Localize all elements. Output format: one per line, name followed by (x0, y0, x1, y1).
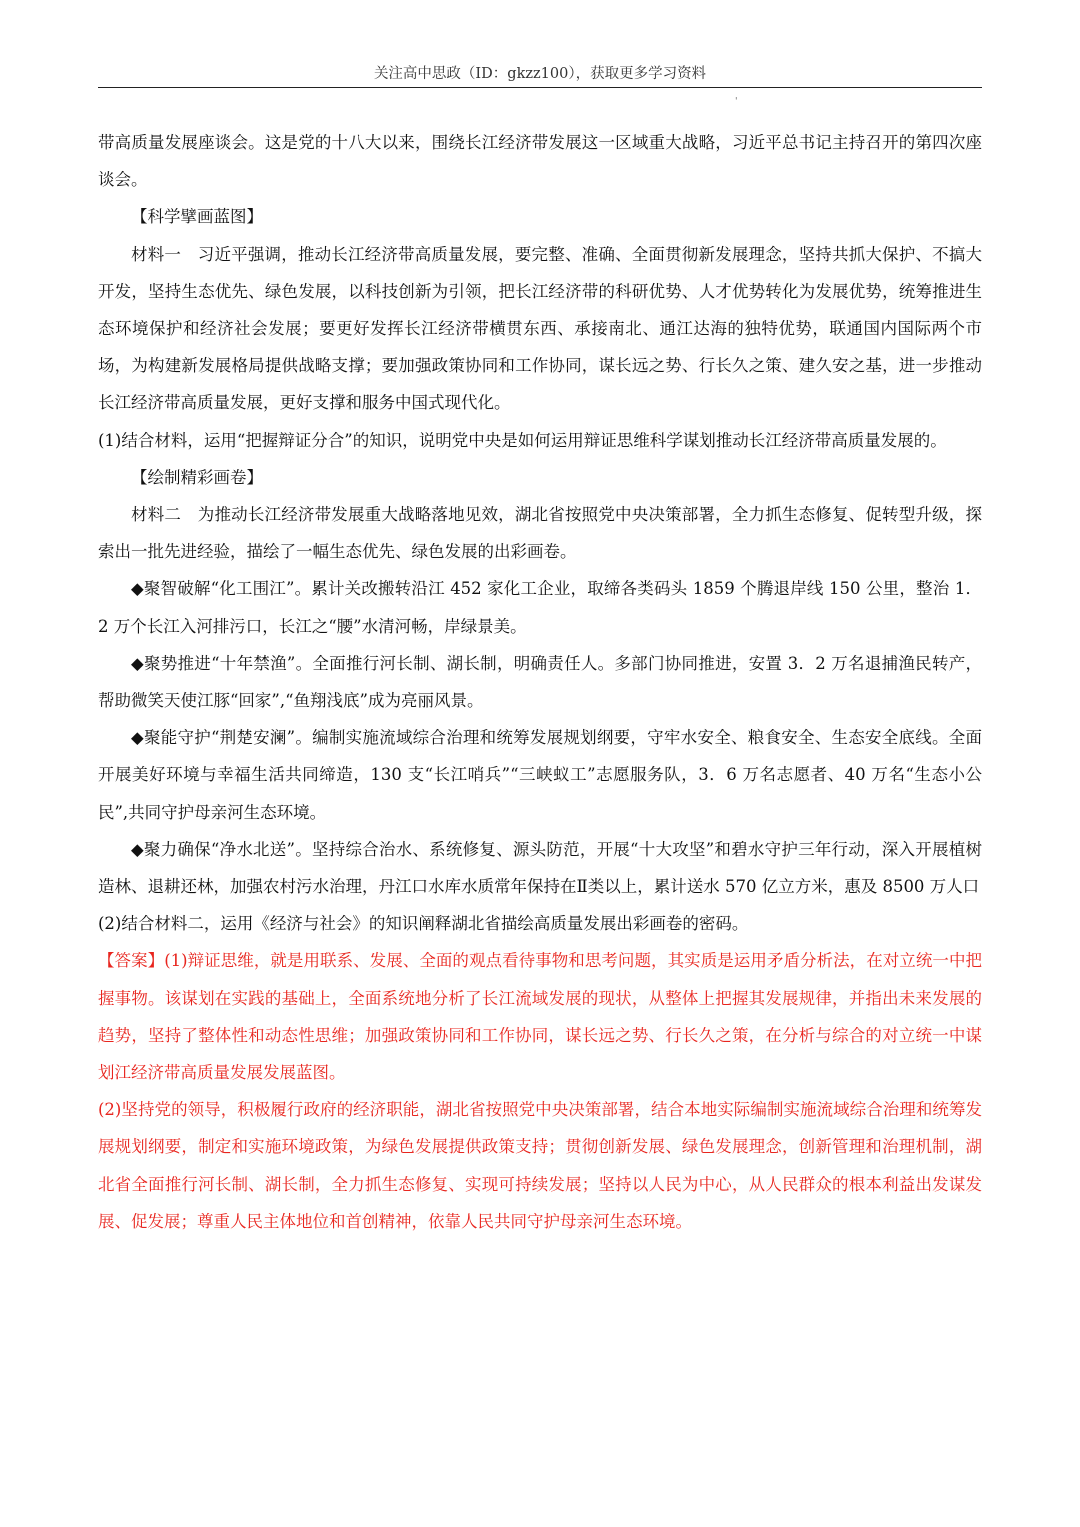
section-title-painting: 【绘制精彩画卷】 (131, 467, 263, 487)
bullet-water-north: ◆聚力确保“净水北送”。坚持综合治水、系统修复、源头防范，开展“十大攻坚”和碧水守护三年行动，深入开展植树造林、退耕还林，加强农村污水治理，丹江口水库水质常年保持在Ⅱ类以上，累计送水 570 亿立方米，惠及 8500 万人口 (98, 839, 982, 897)
question-two: (2)结合材料二，运用《经济与社会》的知识阐释湖北省描绘高质量发展出彩画卷的密码。 (98, 914, 749, 934)
document-body (98, 124, 982, 1240)
question-one: (1)结合材料，运用“把握辩证分合”的知识，说明党中央是如何运用辩证思维科学谋划推动长江经济带高质量发展的。 (98, 430, 947, 450)
section-title-blueprint: 【科学擘画蓝图】 (131, 207, 263, 227)
material-two: 材料二 为推动长江经济带发展重大战略落地见效，湖北省按照党中央决策部署，全力抓生态修复、促转型升级，探索出一批先进经验，描绘了一幅生态优先、绿色发展的出彩画卷。 (98, 505, 982, 562)
material-one: 材料一 习近平强调，推动长江经济带高质量发展，要完整、准确、全面贯彻新发展理念，坚持共抓大保护、不搞大开发，坚持生态优先、绿色发展，以科技创新为引领，把长江经济带的科研优势、人才优势转化为发展优势，统筹推进生态环境保护和经济社会发展；要更好发挥长江经济带横贯东西、承接南北、通江达海的独特优势，联通国内国际两个市场，为构建新发展格局提供战略支撑；要加强政策协同和工作协同，谋长远之势、行长久之策、建久安之基，进一步推动长江经济带高质量发展，更好支撑和服务中国式现代化。 (98, 244, 982, 413)
page-header: 关注高中思政（ID：gkzz100），获取更多学习资料 (373, 66, 707, 82)
bullet-jingchu: ◆聚能守护“荆楚安澜”。编制实施流域综合治理和统筹发展规划纲要，守牢水安全、粮食安全、生态安全底线。全面开展美好环境与幸福生活共同缔造，130 支“长江哨兵”“三峡蚁工”志愿服务队，3．6 万名志愿者、40 万名“生态小公民”,共同守护母亲河生态环境。 (98, 728, 982, 822)
bullet-chemical: ◆聚智破解“化工围江”。累计关改搬转沿江 452 家化工企业，取缔各类码头 1859 个腾退岸线 150 公里，整治 1．2 万个长江入河排污口，长江之“腰”水清河畅，岸绿景美。 (98, 579, 982, 636)
bullet-fishing-ban: ◆聚势推进“十年禁渔”。全面推行河长制、湖长制，明确责任人。多部门协同推进，安置 3．2 万名退捕渔民转产，帮助微笑天使江豚“回家”,“鱼翔浅底”成为亮丽风景。 (98, 653, 982, 711)
header-divider (98, 87, 982, 88)
answer-one: 【答案】(1)辩证思维，就是用联系、发展、全面的观点看待事物和思考问题，其实质是运用矛盾分析法，在对立统一中把握事物。该谋划在实践的基础上，全面系统地分析了长江流域发展的现状，从整体上把握其发展规律，并指出未来发展的趋势，坚持了整体性和动态性思维；加强政策协同和工作协同，谋长远之势、行长久之策，在分析与综合的对立统一中谋划江经济带高质量发展发展蓝图。 (98, 951, 982, 1083)
answer-two: (2)坚持党的领导，积极履行政府的经济职能，湖北省按照党中央决策部署，结合本地实际编制实施流域综合治理和统筹发展规划纲要，制定和实施环境政策，为绿色发展提供政策支持；贯彻创新发展、绿色发展理念，创新管理和治理机制，湖北省全面推行河长制、湖长制，全力抓生态修复、实现可持续发展；坚持以人民为中心，从人民群众的根本利益出发谋发展、促发展；尊重人民主体地位和首创精神，依靠人民共同守护母亲河生态环境。 (98, 1100, 982, 1231)
intro-paragraph: 带高质量发展座谈会。这是党的十八大以来，围绕长江经济带发展这一区域重大战略，习近平总书记主持召开的第四次座谈会。 (98, 133, 982, 190)
stray-mark: ' (735, 97, 738, 107)
